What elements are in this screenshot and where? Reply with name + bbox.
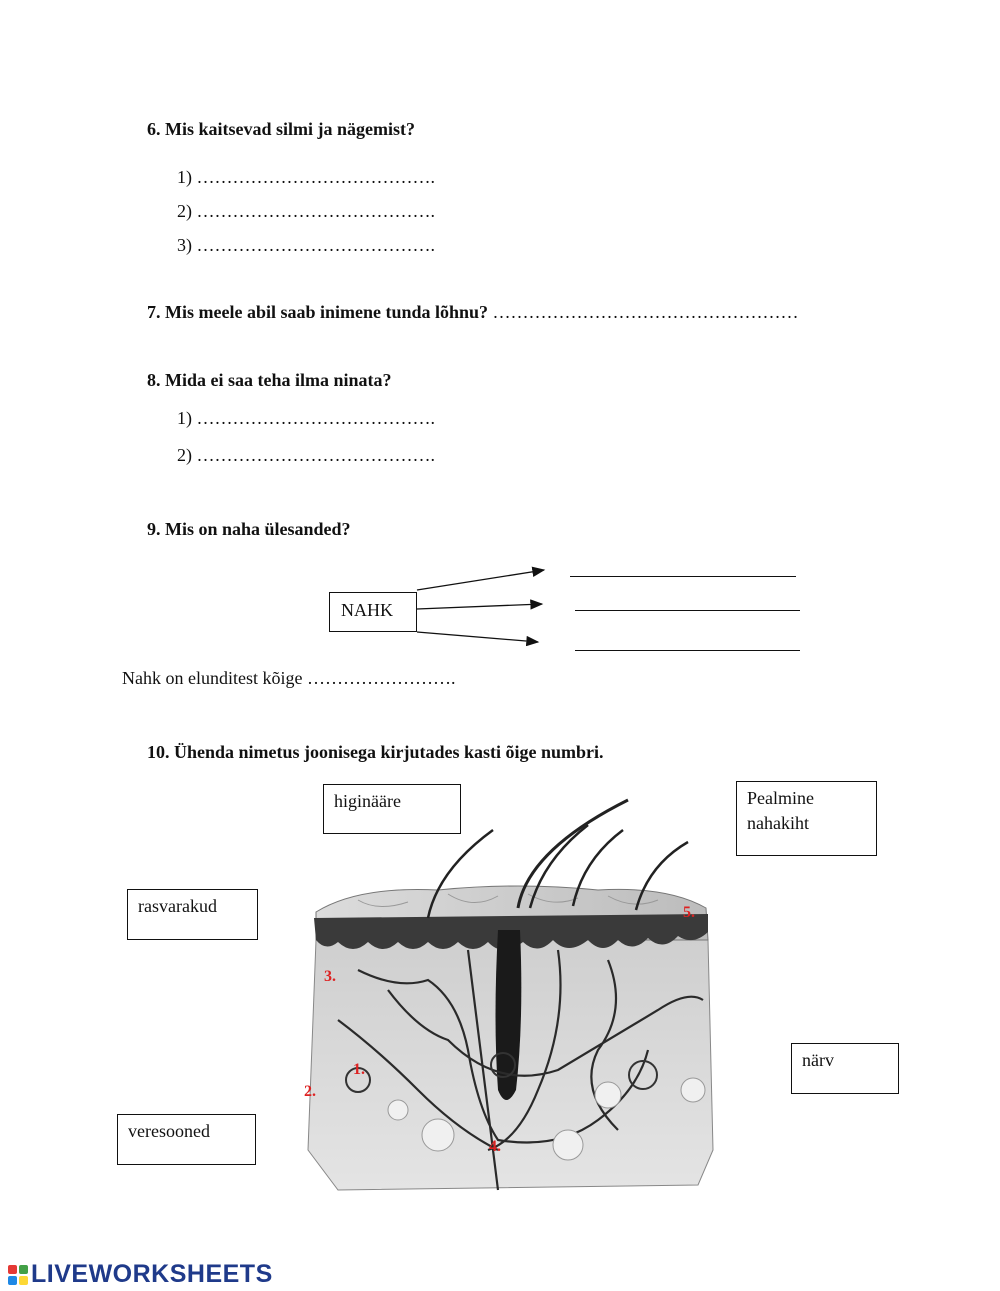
nahk-answer-line-1[interactable] [570, 576, 796, 577]
logo-square-red [8, 1265, 17, 1274]
q8-title: 8. Mida ei saa teha ilma ninata? [147, 370, 392, 390]
logo-square-green [19, 1265, 28, 1274]
q7-answer[interactable]: …………………………………………… [492, 302, 799, 322]
q6-title: 6. Mis kaitsevad silmi ja nägemist? [147, 119, 415, 139]
q7-question: 7. Mis meele abil saab inimene tunda lõhnu? [147, 302, 489, 322]
q6-answer-2[interactable]: 2) …………………………………. [177, 201, 435, 221]
label-box-veresooned[interactable]: veresooned [117, 1114, 256, 1165]
diagram-number-5: 5. [683, 904, 695, 921]
nahk-answer-line-2[interactable] [575, 610, 800, 611]
nahk-box: NAHK [329, 592, 417, 632]
q9-title: 9. Mis on naha ülesanded? [147, 519, 351, 539]
logo-text: LIVEWORKSHEETS [31, 1260, 273, 1288]
diagram-number-3: 3. [324, 968, 336, 985]
nahk-answer-line-3[interactable] [575, 650, 800, 651]
diagram-number-4: 4. [489, 1138, 501, 1155]
logo-square-yellow [19, 1276, 28, 1285]
diagram-number-1: 1. [353, 1061, 365, 1078]
q6-answer-3[interactable]: 3) …………………………………. [177, 235, 435, 255]
q9-sentence[interactable]: Nahk on elunditest kõige ……………………. [122, 668, 456, 688]
label-box-narv[interactable]: närv [791, 1043, 899, 1094]
label-box-pealmine-nahakiht[interactable]: Pealmine nahakiht [736, 781, 877, 856]
skin-diagram [298, 790, 730, 1195]
q6-answer-1[interactable]: 1) …………………………………. [177, 167, 435, 187]
q8-answer-1[interactable]: 1) …………………………………. [177, 408, 435, 428]
q10-title: 10. Ühenda nimetus joonisega kirjutades kasti õige numbri. [147, 742, 604, 762]
q8-answer-2[interactable]: 2) …………………………………. [177, 445, 435, 465]
logo-square-blue [8, 1276, 17, 1285]
logo-icon [8, 1265, 28, 1285]
liveworksheets-logo[interactable] [8, 1260, 273, 1289]
nahk-arrows [410, 560, 560, 650]
label-box-rasvarakud[interactable]: rasvarakud [127, 889, 258, 940]
q7-title [147, 302, 799, 323]
diagram-number-2: 2. [304, 1083, 316, 1100]
label-box-higinaare[interactable]: higinääre [323, 784, 461, 834]
